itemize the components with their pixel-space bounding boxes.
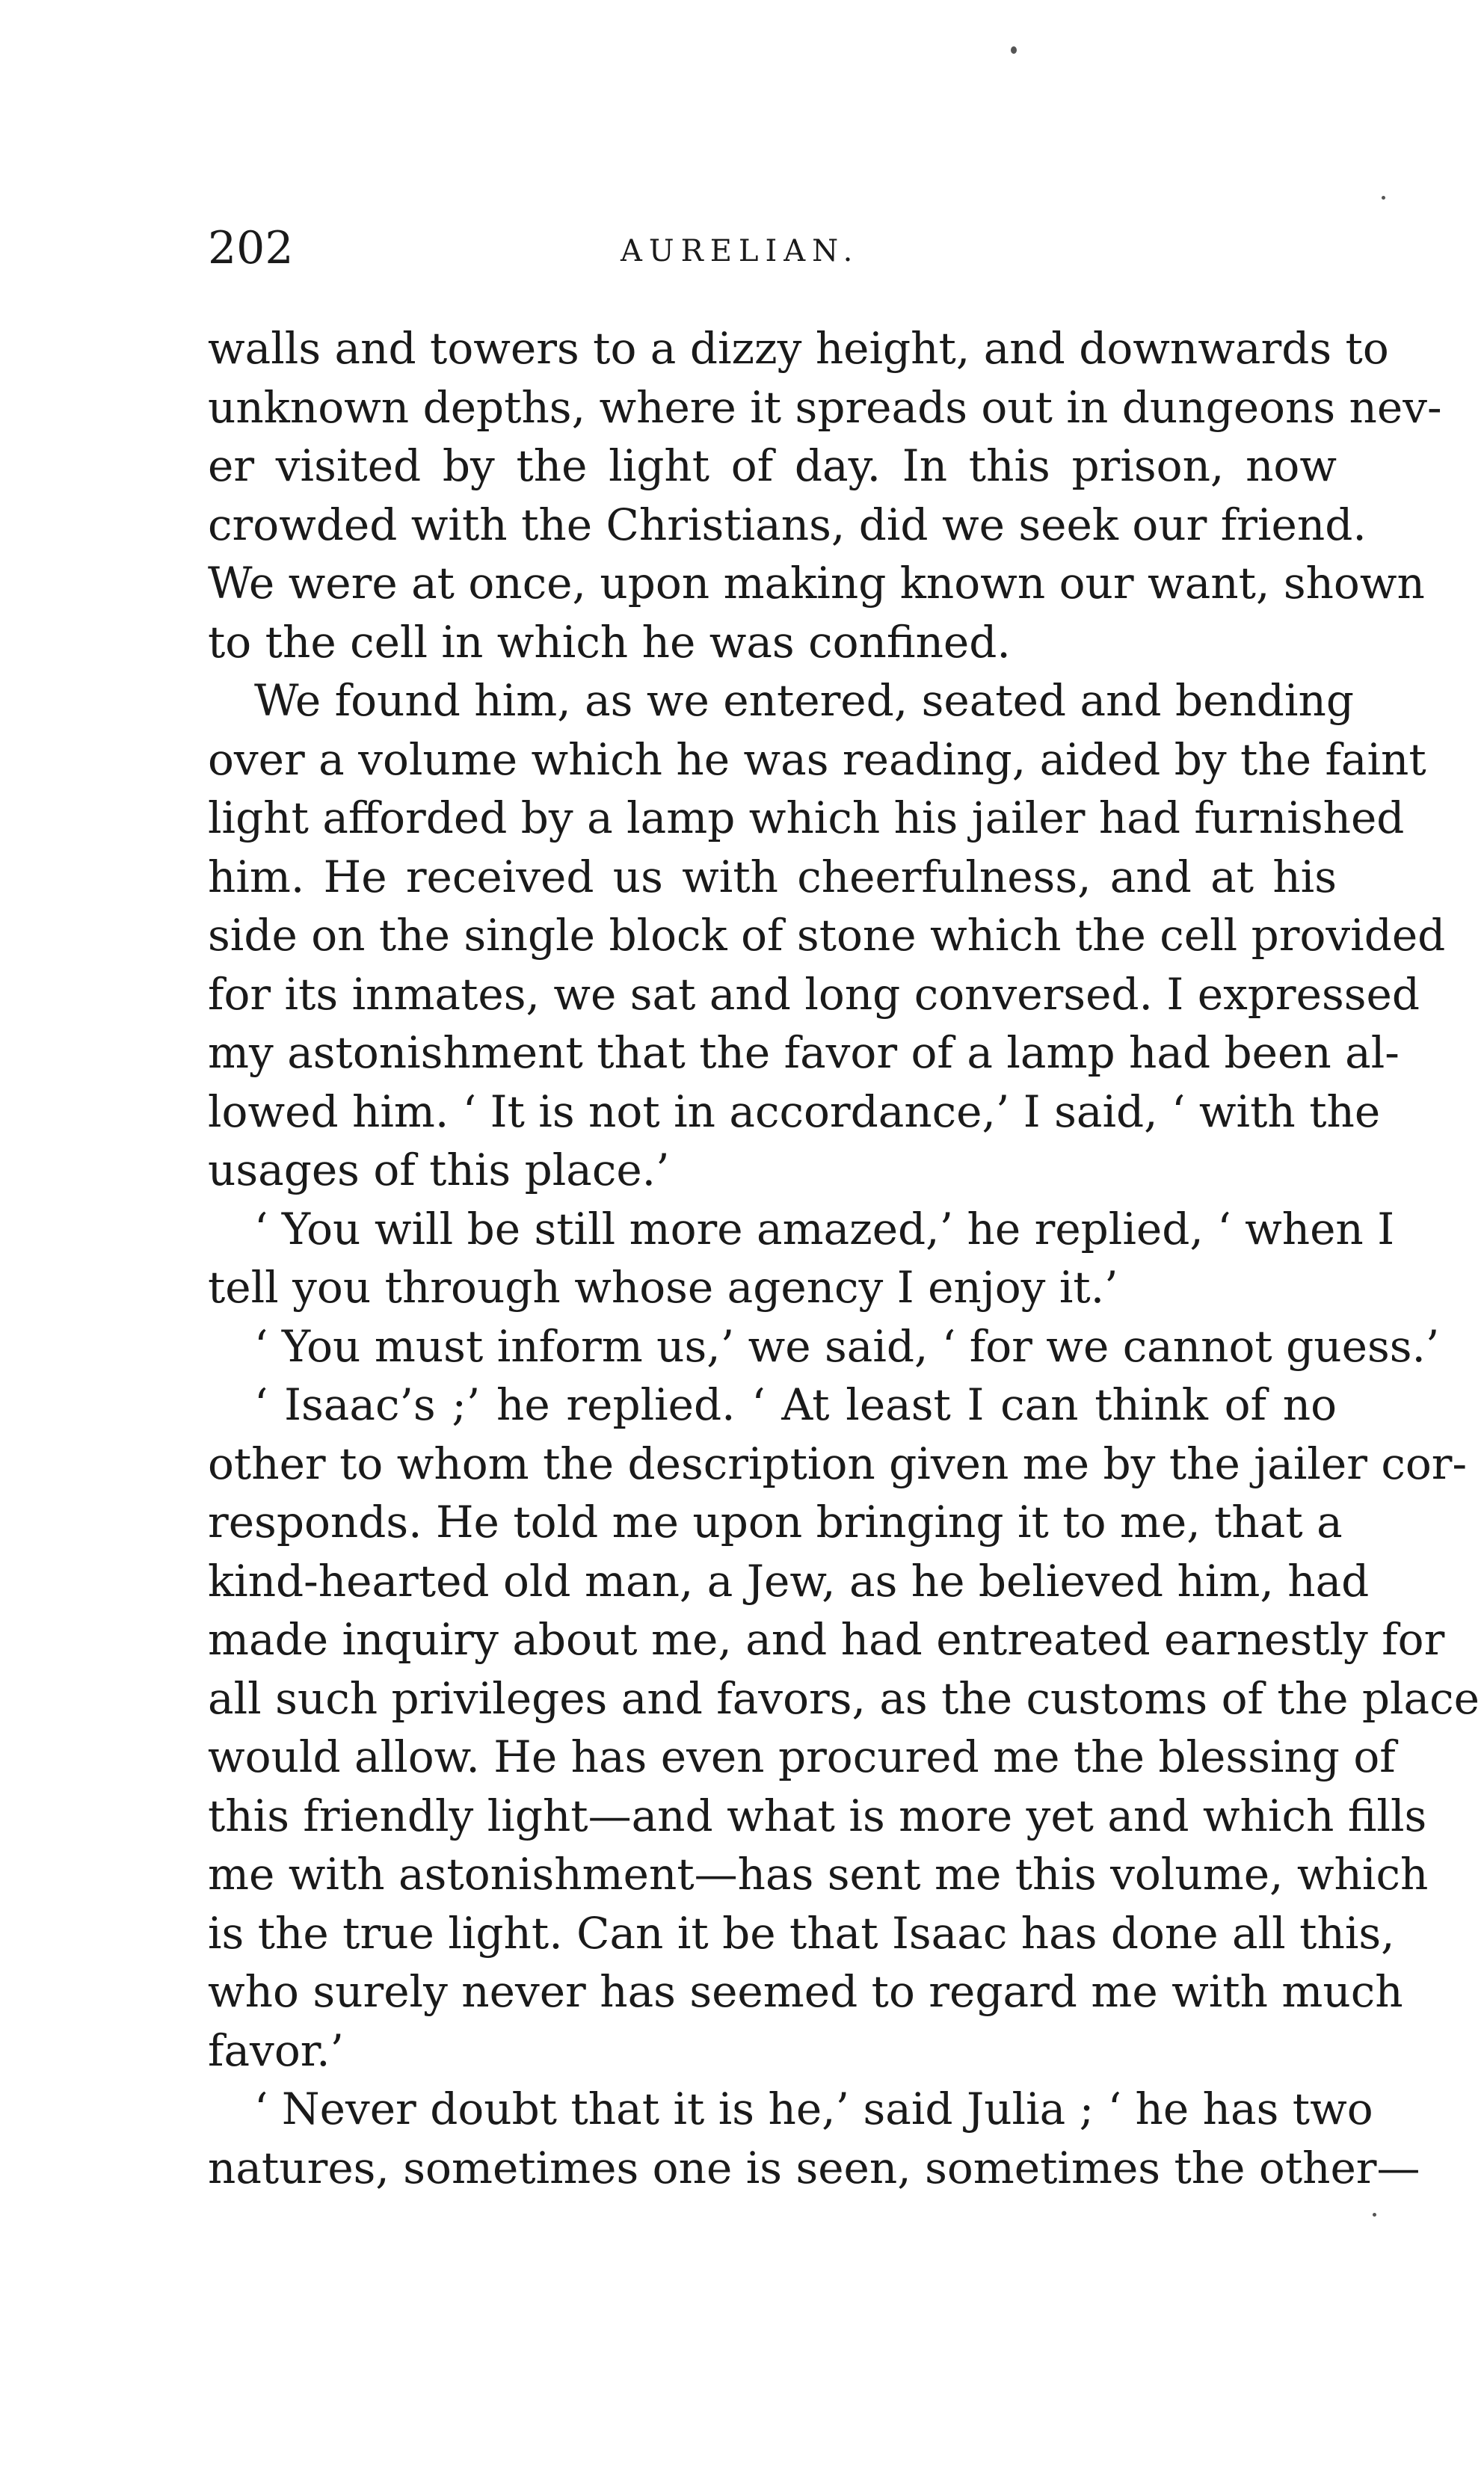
text-line: light afforded by a lamp which his jailer had furnished <box>208 792 1405 843</box>
running-head: AURELIAN. <box>621 234 860 268</box>
text-line: made inquiry about me, and had entreated earnestly for <box>208 1614 1445 1665</box>
scan-speck <box>1382 196 1385 200</box>
text-line: natures, sometimes one is seen, sometimes the other— <box>208 2142 1420 2193</box>
text-line: walls and towers to a dizzy height, and downwards to <box>208 323 1389 374</box>
text-line: ‘ Isaac’s ;’ he replied. ‘ At least I can think of no <box>254 1379 1337 1430</box>
text-line: responds. He told me upon bringing it to me, that a <box>208 1497 1343 1548</box>
paragraph <box>208 671 1446 1200</box>
text-line: ‘ You will be still more amazed,’ he replied, ‘ when I <box>254 1203 1395 1254</box>
text-line: would allow. He has even procured me the blessing of <box>208 1731 1396 1782</box>
text-line: We found him, as we entered, seated and bending <box>254 675 1354 726</box>
text-line: er visited by the light of day. In this prison, now <box>208 440 1337 491</box>
body-text <box>208 319 1480 2197</box>
text-line: favor.’ <box>208 2024 344 2076</box>
scan-speck <box>1373 2213 1376 2217</box>
paragraph <box>208 2080 1420 2197</box>
scan-speck <box>1011 46 1017 54</box>
paragraph <box>208 1376 1480 2080</box>
text-line: crowded with the Christians, did we seek our friend. <box>208 499 1367 550</box>
text-line: side on the single block of stone which the cell provided <box>208 910 1446 961</box>
text-line: my astonishment that the favor of a lamp had been al- <box>208 1027 1400 1078</box>
text-line: unknown depths, where it spreads out in dungeons nev- <box>208 381 1442 433</box>
text-line: me with astonishment—has sent me this volume, which <box>208 1849 1429 1900</box>
text-line: other to whom the description given me by the jailer cor- <box>208 1438 1468 1489</box>
text-line: kind-hearted old man, a Jew, as he believed him, had <box>208 1555 1370 1607</box>
text-line: for its inmates, we sat and long conversed. I expressed <box>208 968 1420 1020</box>
text-line: We were at once, upon making known our want, shown <box>208 558 1425 609</box>
text-line: him. He received us with cheerfulness, and at his <box>208 851 1337 902</box>
text-line: tell you through whose agency I enjoy it.’ <box>208 1262 1118 1313</box>
text-line: usages of this place.’ <box>208 1145 670 1195</box>
text-line: all such privileges and favors, as the customs of the place <box>208 1672 1480 1724</box>
text-line: over a volume which he was reading, aided by the faint <box>208 733 1426 785</box>
paragraph <box>208 319 1442 671</box>
page-number: 202 <box>208 222 294 274</box>
text-line: who surely never has seemed to regard me with much <box>208 1966 1403 2017</box>
paragraph <box>208 1200 1395 1317</box>
paragraph <box>208 1317 1440 1376</box>
text-line: ‘ Never doubt that it is he,’ said Julia ; ‘ he has two <box>254 2084 1373 2134</box>
text-line: this friendly light—and what is more yet and which fills <box>208 1790 1427 1841</box>
text-line: to the cell in which he was confined. <box>208 616 1011 668</box>
text-line: ‘ You must inform us,’ we said, ‘ for we cannot guess.’ <box>254 1320 1440 1372</box>
text-line: lowed him. ‘ It is not in accordance,’ I said, ‘ with the <box>208 1085 1381 1137</box>
text-line: is the true light. Can it be that Isaac has done all this, <box>208 1907 1395 1959</box>
